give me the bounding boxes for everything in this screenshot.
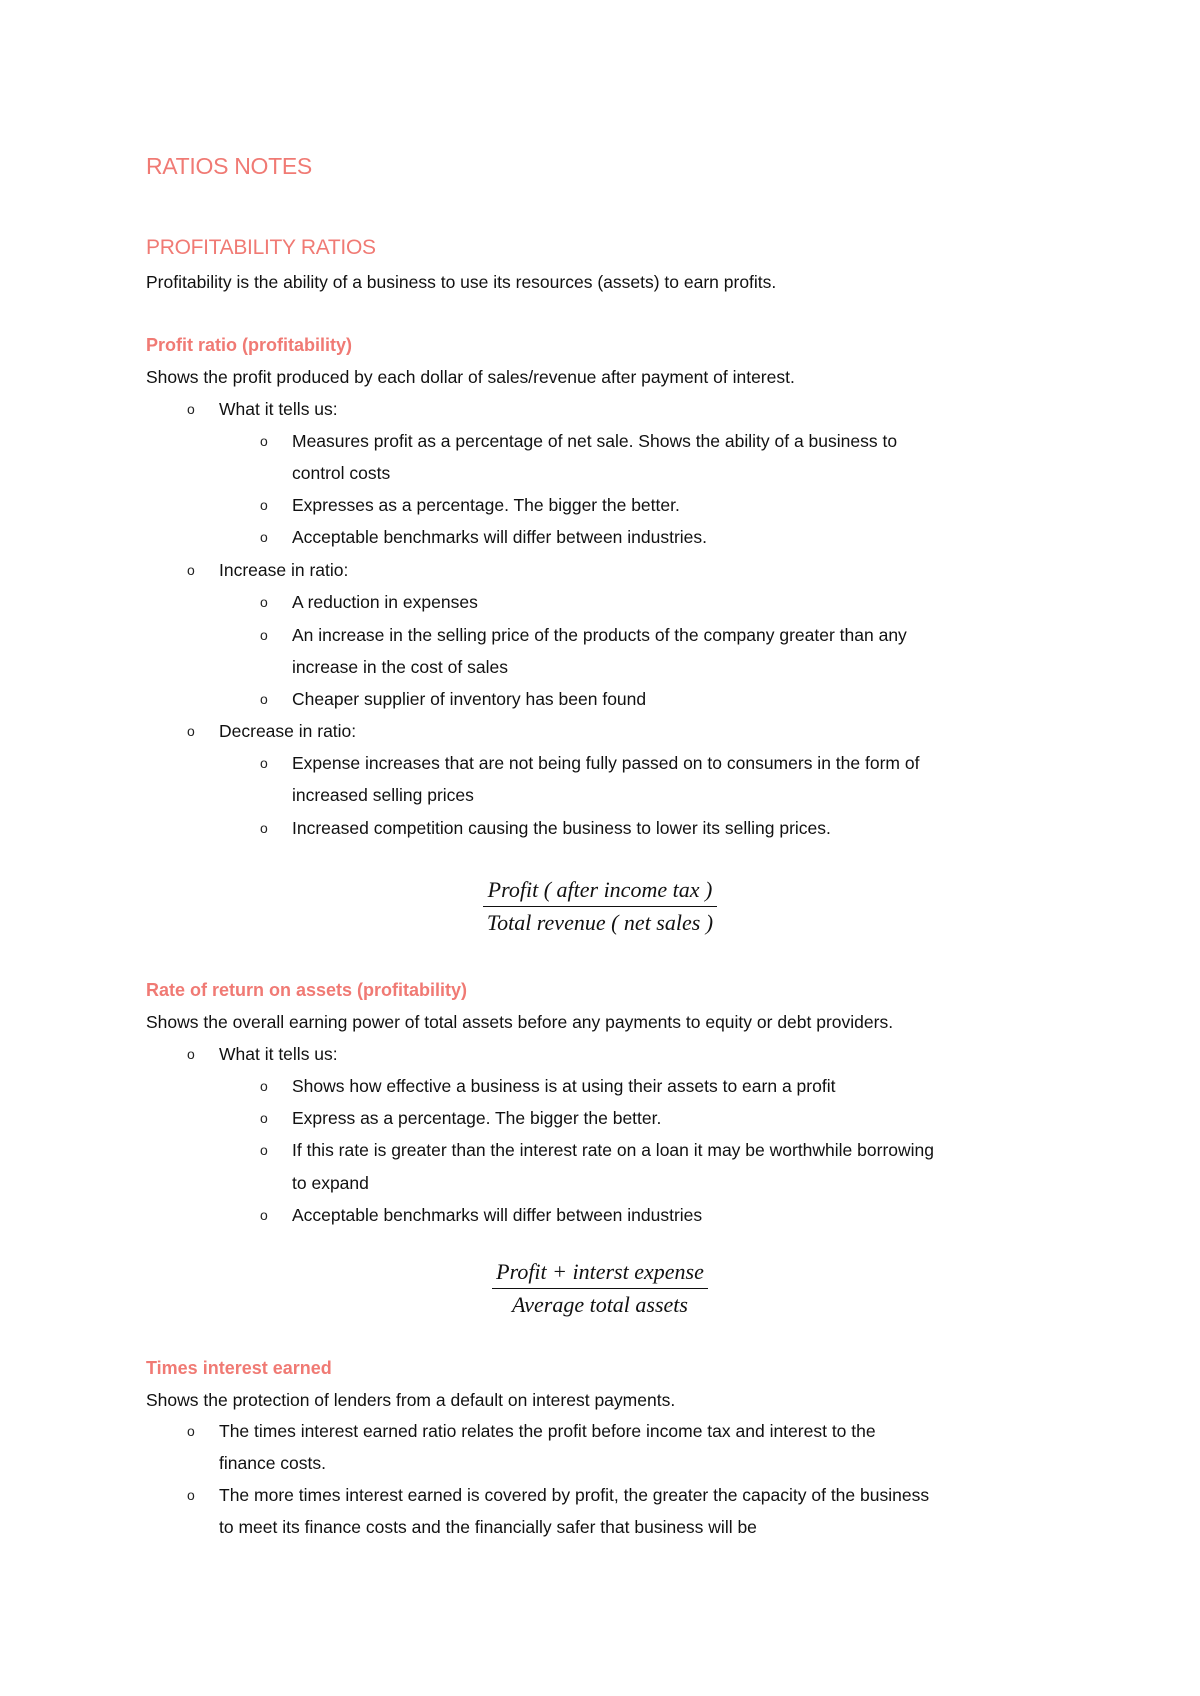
list-item-label: increased selling prices	[292, 785, 474, 805]
bullet-icon: o	[260, 691, 268, 707]
list-item-label: finance costs.	[219, 1453, 326, 1473]
list-item-label: Expense increases that are not being fully passed on to consumers in the form of	[292, 753, 920, 773]
formula-denominator: Average total assets	[512, 1292, 688, 1317]
bullet-icon: o	[187, 401, 195, 417]
profit-ratio-formula	[0, 876, 1200, 937]
bullet-icon: o	[187, 562, 195, 578]
bullet-icon: o	[260, 820, 268, 836]
list-item-label: Decrease in ratio:	[219, 721, 357, 741]
formula-numerator: Profit ( after income tax )	[483, 876, 717, 907]
bullet-icon: o	[260, 1078, 268, 1094]
bullet-icon: o	[260, 1207, 268, 1223]
bullet-icon: o	[260, 627, 268, 643]
list-item-label: Increase in ratio:	[219, 560, 349, 580]
roa-heading: Rate of return on assets (profitability)	[146, 980, 468, 1000]
list-item-label: What it tells us:	[219, 399, 338, 419]
tie-heading: Times interest earned	[146, 1358, 332, 1378]
list-item-label: control costs	[292, 463, 391, 483]
list-item-label: The times interest earned ratio relates the profit before income tax and interest to the	[219, 1421, 876, 1441]
list-item-label: What it tells us:	[219, 1044, 338, 1064]
bullet-icon: o	[187, 1487, 195, 1503]
bullet-icon: o	[260, 529, 268, 545]
bullet-icon: o	[187, 1423, 195, 1439]
list-item-label: Shows how effective a business is at using their assets to earn a profit	[292, 1076, 836, 1096]
list-item-label: A reduction in expenses	[292, 592, 478, 612]
bullet-icon: o	[260, 594, 268, 610]
list-item-label: Acceptable benchmarks will differ between industries.	[292, 527, 708, 547]
profit-ratio-heading: Profit ratio (profitability)	[146, 335, 352, 355]
list-item-label: Express as a percentage. The bigger the better.	[292, 1108, 662, 1128]
list-item-label: Expresses as a percentage. The bigger the better.	[292, 495, 680, 515]
tie-description: Shows the protection of lenders from a default on interest payments.	[146, 1390, 676, 1410]
roa-description: Shows the overall earning power of total assets before any payments to equity or debt providers.	[146, 1012, 894, 1032]
bullet-icon: o	[260, 497, 268, 513]
bullet-icon: o	[187, 1046, 195, 1062]
document-title: RATIOS NOTES	[146, 153, 312, 179]
list-item-label: If this rate is greater than the interest rate on a loan it may be worthwhile borrowing	[292, 1140, 934, 1160]
profit-ratio-description: Shows the profit produced by each dollar of sales/revenue after payment of interest.	[146, 367, 795, 387]
roa-formula	[0, 1258, 1200, 1319]
bullet-icon: o	[260, 755, 268, 771]
list-item-label: Acceptable benchmarks will differ between industries	[292, 1205, 703, 1225]
list-item-label: to expand	[292, 1173, 369, 1193]
bullet-icon: o	[260, 1110, 268, 1126]
list-item-label: The more times interest earned is covered by profit, the greater the capacity of the business	[219, 1485, 930, 1505]
bullet-icon: o	[187, 723, 195, 739]
list-item-label: Measures profit as a percentage of net sale. Shows the ability of a business to	[292, 431, 898, 451]
list-item-label: Increased competition causing the business to lower its selling prices.	[292, 818, 831, 838]
formula-numerator: Profit + interst expense	[492, 1258, 708, 1289]
list-item-label: An increase in the selling price of the products of the company greater than any	[292, 625, 907, 645]
list-item-label: to meet its finance costs and the financially safer that business will be	[219, 1517, 757, 1537]
section-intro: Profitability is the ability of a business to use its resources (assets) to earn profits.	[146, 272, 777, 292]
formula-denominator: Total revenue ( net sales )	[486, 910, 714, 935]
bullet-icon: o	[260, 1142, 268, 1158]
list-item-label: Cheaper supplier of inventory has been found	[292, 689, 647, 709]
list-item-label: increase in the cost of sales	[292, 657, 508, 677]
section-heading: PROFITABILITY RATIOS	[146, 236, 376, 259]
bullet-icon: o	[260, 433, 268, 449]
